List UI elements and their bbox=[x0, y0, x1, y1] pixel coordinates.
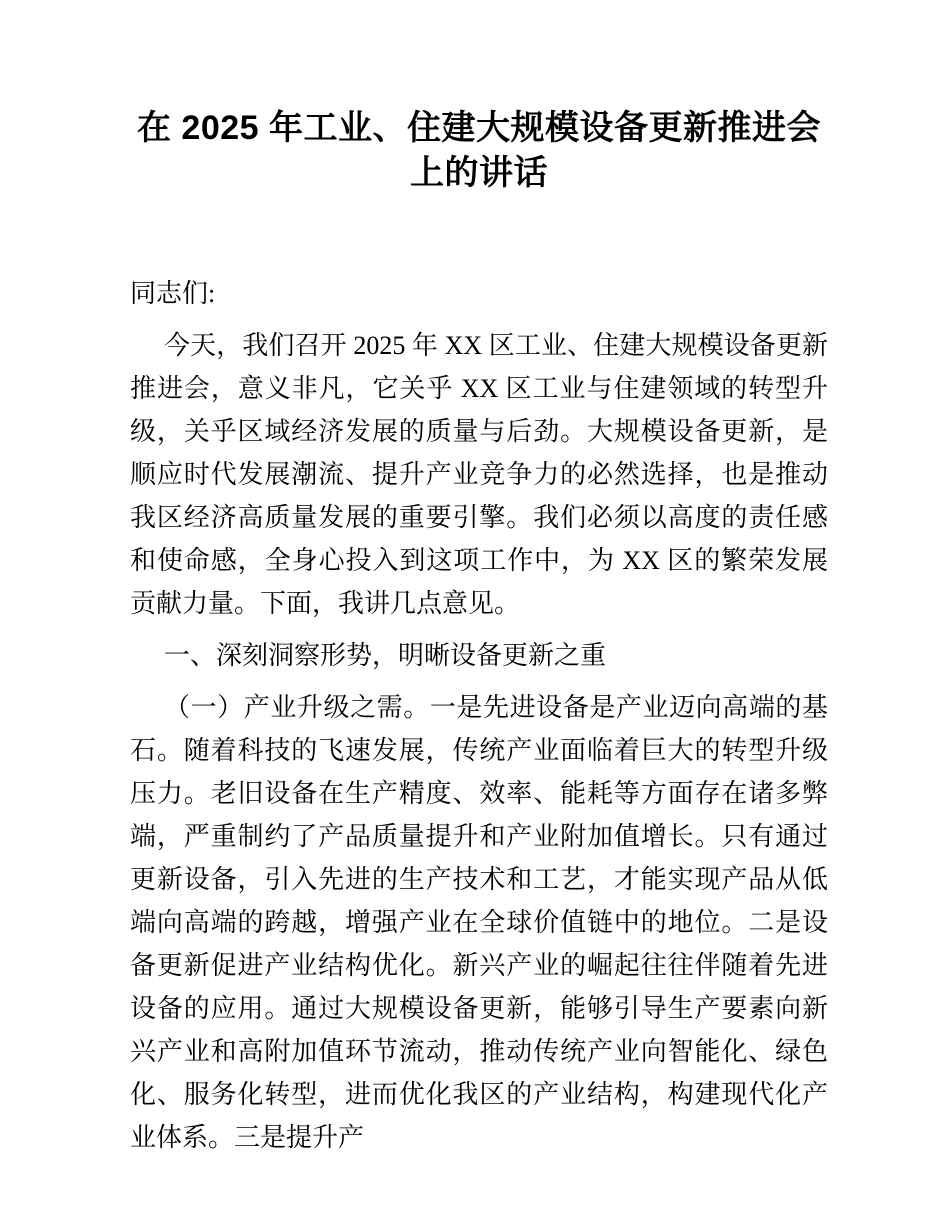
document-body bbox=[130, 272, 828, 1159]
paragraph-opening: 今天，我们召开 2025 年 XX 区工业、住建大规模设备更新推进会，意义非凡，它关乎 XX 区工业与住建领域的转型升级，关乎区域经济发展的质量与后劲。大规模设备更新，是顺应时代发展潮流、提升产业竞争力的必然选择，也是推动我区经济高质量发展的重要引擎。我们必须以高度的责任感和使命感，全身心投入到这项工作中，为 XX 区的繁荣发展贡献力量。下面，我讲几点意见。 bbox=[130, 331, 828, 618]
salutation: 同志们: bbox=[130, 279, 216, 308]
section-heading-1: 一、深刻洞察形势，明晰设备更新之重 bbox=[164, 641, 607, 670]
paragraph-section-1-1: （一）产业升级之需。一是先进设备是产业迈向高端的基石。随着科技的飞速发展，传统产业面临着巨大的转型升级压力。老旧设备在生产精度、效率、能耗等方面存在诸多弊端，严重制约了产品质量提升和产业附加值增长。只有通过更新设备，引入先进的生产技术和工艺，才能实现产品从低端向高端的跨越，增强产业在全球价值链中的地位。二是设备更新促进产业结构优化。新兴产业的崛起往往伴随着先进设备的应用。通过大规模设备更新，能够引导生产要素向新兴产业和高附加值环节流动，推动传统产业向智能化、绿色化、服务化转型，进而优化我区的产业结构，构建现代化产业体系。三是提升产 bbox=[130, 693, 828, 1152]
document-title: 在 2025 年工业、住建大规模设备更新推进会上的讲话 bbox=[136, 109, 822, 192]
